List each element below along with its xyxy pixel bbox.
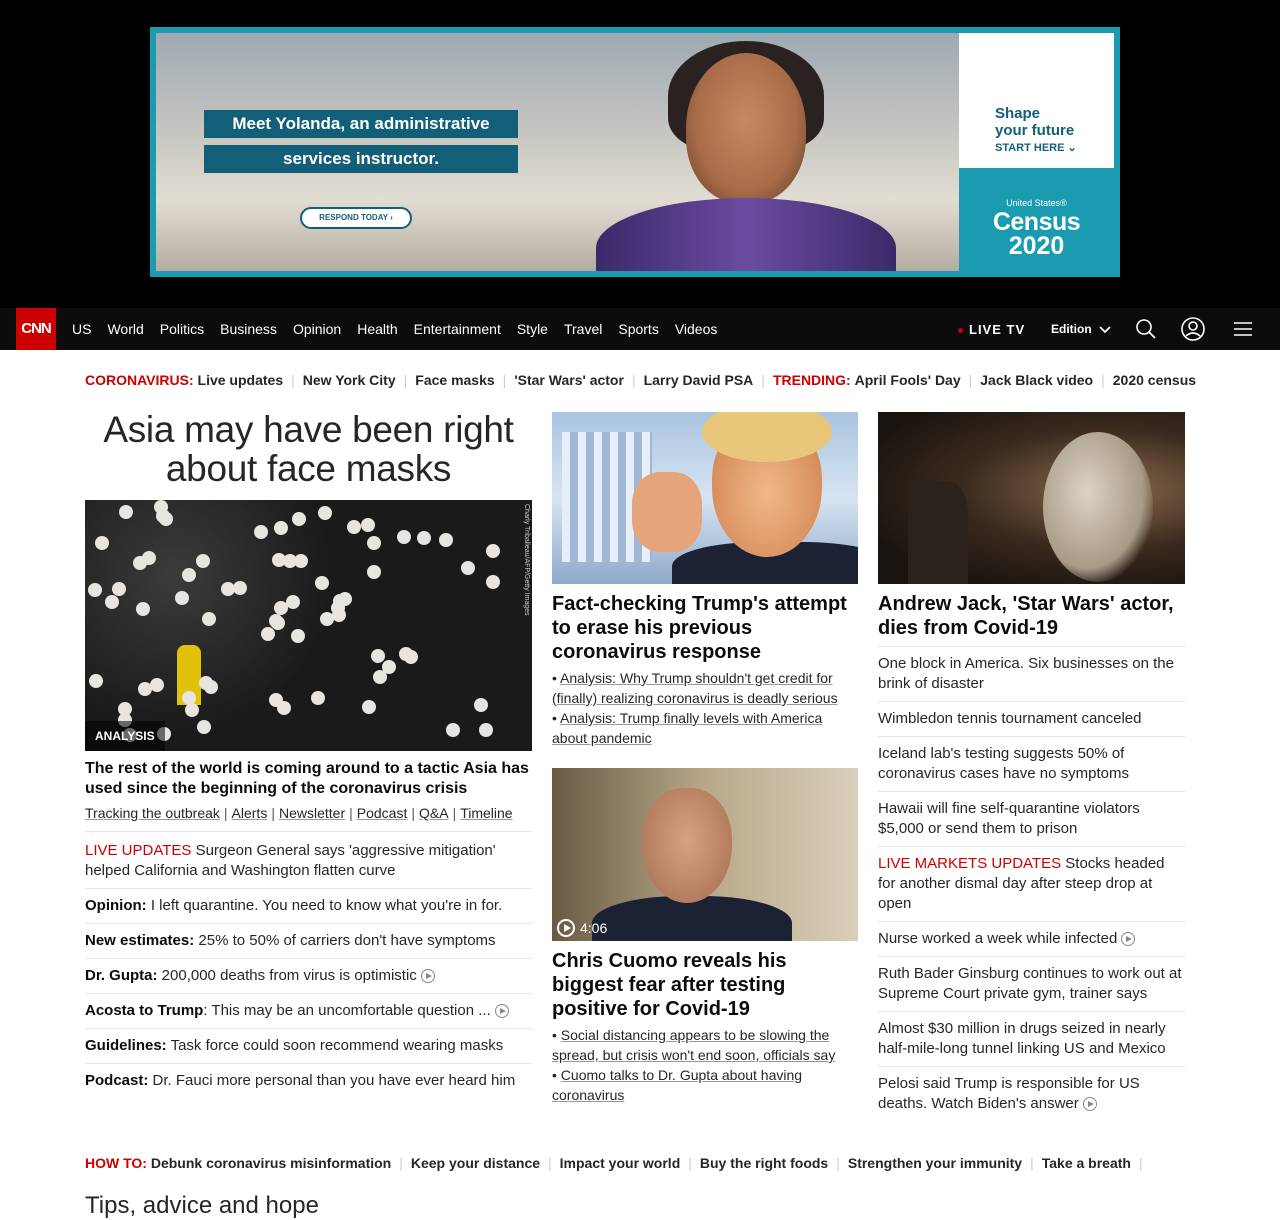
divider: |	[1030, 1155, 1034, 1171]
lead-dek[interactable]: The rest of the world is coming around to a tactic Asia has used since the beginning of the coronavirus crisis	[85, 760, 529, 797]
play-icon	[495, 1004, 509, 1018]
crowd-face	[182, 568, 196, 582]
divider: |	[548, 1155, 552, 1171]
list-item-kicker: Opinion:	[85, 897, 147, 914]
bullet-item: • Analysis: Trump finally levels with America about pandemic	[552, 710, 823, 746]
crowd-face	[315, 576, 329, 590]
crowd-face	[254, 525, 268, 539]
crowd-face	[202, 612, 216, 626]
list-item-text: Task force could soon recommend wearing masks	[166, 1037, 504, 1054]
live-tv-label: LIVE TV	[969, 322, 1026, 337]
headline-list	[85, 834, 532, 1098]
crowd-face	[119, 505, 133, 519]
crowd-face	[292, 512, 306, 526]
bullet-item: • Analysis: Why Trump shouldn't get credit for (finally) realizing coronavirus is deadly serious	[552, 670, 838, 706]
crowd-face	[142, 551, 156, 565]
list-item-kicker: Acosta to Trump	[85, 1002, 204, 1019]
list-item-text: Surgeon General says 'aggressive mitigation' helped California and Washington flatten curve	[85, 842, 496, 879]
crowd-face	[479, 723, 493, 737]
lead-image[interactable]	[85, 500, 532, 751]
crowd-face	[446, 723, 460, 737]
lead-related-links	[85, 805, 532, 832]
list-item[interactable]: Wimbledon tennis tournament canceled	[878, 702, 1185, 737]
list-item[interactable]	[878, 847, 1185, 922]
lead-column	[85, 410, 532, 1098]
nav-link-politics[interactable]: Politics	[159, 321, 205, 337]
related-link[interactable]: Q&A	[418, 805, 449, 821]
play-icon	[1083, 1097, 1097, 1111]
bullet-item: • Cuomo talks to Dr. Gupta about having coronavirus	[552, 1067, 803, 1103]
crowd-face	[397, 530, 411, 544]
image-shirt	[592, 896, 792, 941]
list-item[interactable]	[85, 1064, 532, 1098]
live-updates-label: LIVE UPDATES	[85, 842, 192, 859]
video-duration-label: 4:06	[580, 920, 608, 936]
live-dot-icon	[958, 328, 963, 333]
lead-headline[interactable]: Asia may have been right about face masks	[103, 409, 514, 489]
crowd-face	[88, 583, 102, 597]
cnn-logo[interactable]: CNN	[16, 308, 56, 350]
ad-side-title	[995, 105, 1074, 139]
crowd-face	[347, 520, 361, 534]
ad-side-panel[interactable]	[959, 33, 1114, 168]
story-headline[interactable]: Andrew Jack, 'Star Wars' actor, dies from Covid-19	[878, 592, 1185, 647]
photo-credit: Charly Triballeau/AFP/Getty Images	[523, 504, 530, 616]
image-hand	[632, 472, 702, 552]
section-title: Tips, advice and hope	[85, 1192, 319, 1219]
story-bullets	[552, 668, 858, 748]
crowd-face	[318, 506, 332, 520]
divider: |	[349, 805, 353, 821]
play-icon	[557, 919, 575, 937]
list-item[interactable]: Almost $30 million in drugs seized in nearly half-mile-long tunnel linking US and Mexico	[878, 1012, 1185, 1067]
list-item[interactable]	[85, 959, 532, 994]
divider: |	[291, 372, 295, 388]
crowd-face	[221, 582, 235, 596]
nav-link-videos[interactable]: Videos	[674, 321, 718, 337]
related-link[interactable]: Alerts	[231, 805, 268, 821]
nav-link-sports[interactable]: Sports	[618, 321, 659, 337]
crowd-face	[175, 591, 189, 605]
list-item[interactable]	[85, 889, 532, 924]
bullet-link[interactable]: Cuomo talks to Dr. Gupta about having coronavirus	[552, 1067, 803, 1103]
ad-respond-button[interactable]: RESPOND TODAY ›	[300, 207, 412, 229]
star-wars-image[interactable]	[878, 412, 1185, 584]
search-icon[interactable]	[1134, 317, 1158, 341]
crowd-face	[233, 581, 247, 595]
ad-headline-line-2: services instructor.	[204, 145, 518, 173]
trump-image[interactable]	[552, 412, 858, 584]
divider: |	[403, 372, 408, 388]
story-headline[interactable]: Chris Cuomo reveals his biggest fear after testing positive for Covid-19	[552, 950, 787, 1020]
list-item-text: 25% to 50% of carriers don't have symptoms	[194, 932, 496, 949]
list-item-kicker: Dr. Gupta:	[85, 967, 158, 984]
user-icon[interactable]	[1181, 317, 1205, 341]
census-logo-word: Census	[992, 208, 1081, 236]
bullet-link[interactable]: Analysis: Why Trump shouldn't get credit for (finally) realizing coronavirus is deadly serious	[552, 670, 838, 706]
list-item-kicker: New estimates:	[85, 932, 195, 949]
list-item[interactable]	[85, 994, 532, 1029]
nav-link-health[interactable]: Health	[357, 321, 398, 337]
divider: |	[502, 372, 507, 388]
divider: |	[836, 1155, 840, 1171]
crowd-face	[291, 629, 305, 643]
crowd-face	[185, 703, 199, 717]
crowd-face	[399, 647, 413, 661]
nav-link-world[interactable]: World	[107, 321, 144, 337]
crowd-face	[286, 595, 300, 609]
topic-link[interactable]: New York City	[302, 372, 396, 388]
list-item-text: 200,000 deaths from virus is optimistic	[157, 967, 417, 984]
crowd-face	[150, 678, 164, 692]
crowd-face	[197, 720, 211, 734]
divider: |	[1101, 372, 1105, 388]
divider: |	[411, 805, 415, 821]
divider: |	[688, 1155, 692, 1171]
list-item[interactable]	[878, 1067, 1185, 1121]
breaking-topics-bar	[85, 370, 1196, 390]
list-item[interactable]: Hawaii will fine self-quarantine violators $5,000 or send them to prison	[878, 792, 1185, 847]
how-to-bar	[85, 1153, 1151, 1173]
play-icon	[1121, 932, 1135, 946]
list-item-kicker: Guidelines:	[85, 1037, 167, 1054]
list-item[interactable]	[85, 834, 532, 889]
crowd-face	[283, 554, 297, 568]
image-face	[642, 788, 732, 903]
ad-banner-area	[0, 0, 1280, 308]
crowd-face	[362, 700, 376, 714]
related-link[interactable]: Newsletter	[278, 805, 346, 821]
list-item[interactable]: One block in America. Six businesses on the brink of disaster	[878, 647, 1185, 702]
analysis-badge: ANALYSIS	[85, 721, 165, 751]
census-ad[interactable]	[150, 27, 1120, 277]
divider: |	[968, 372, 973, 388]
divider: |	[1138, 1155, 1143, 1171]
crowd-face	[274, 521, 288, 535]
crowd-face	[417, 531, 431, 545]
related-link[interactable]: Tracking the outbreak	[85, 805, 220, 821]
topic-link[interactable]: April Fools' Day	[854, 372, 961, 388]
census-logo	[959, 168, 1114, 271]
list-item-text: Pelosi said Trump is responsible for US deaths. Watch Biden's answer	[878, 1075, 1140, 1112]
image-figure	[908, 482, 968, 584]
crowd-face	[136, 602, 150, 616]
crowd-face	[95, 536, 109, 550]
list-item-text: Stocks headed for another dismal day after steep drop at open	[878, 855, 1165, 912]
divider: |	[631, 372, 636, 388]
story-bullets	[552, 1025, 858, 1105]
nav-links	[72, 308, 733, 350]
list-item-text: Nurse worked a week while infected	[878, 930, 1118, 947]
topic-link[interactable]: Larry David PSA	[643, 372, 754, 388]
nav-link-business[interactable]: Business	[220, 321, 277, 337]
headline-list	[878, 647, 1185, 1121]
crowd-face	[199, 676, 213, 690]
crowd-face	[367, 536, 381, 550]
list-item-text: : This may be an uncomfortable question ...	[203, 1002, 491, 1019]
live-markets-label: LIVE MARKETS UPDATES	[878, 855, 1062, 872]
menu-icon[interactable]	[1231, 317, 1255, 341]
topic-link[interactable]: Jack Black video	[980, 372, 1094, 388]
topic-link[interactable]: 'Star Wars' actor	[514, 372, 624, 388]
how-to-link[interactable]: Keep your distance	[410, 1155, 541, 1171]
edition-dropdown[interactable]	[1051, 322, 1111, 336]
crowd-face	[154, 500, 168, 514]
how-to-link[interactable]: Buy the right foods	[699, 1155, 829, 1171]
divider: |	[452, 805, 457, 821]
ad-side-title-2: your future	[995, 122, 1075, 139]
crowd-face	[182, 691, 196, 705]
nav-link-opinion[interactable]: Opinion	[292, 321, 342, 337]
crowd-face	[311, 691, 325, 705]
how-to-link[interactable]: Impact your world	[559, 1155, 681, 1171]
crowd-face	[486, 575, 500, 589]
census-logo-year: 2020	[1008, 232, 1065, 260]
crowd-face	[361, 518, 375, 532]
nav-link-us[interactable]: US	[72, 321, 92, 337]
crowd-face	[269, 614, 283, 628]
crowd-face	[371, 649, 385, 663]
crowd-face	[196, 554, 210, 568]
topic-label-coronavirus: CORONAVIRUS:	[85, 372, 194, 388]
list-item[interactable]: Ruth Bader Ginsburg continues to work out at Supreme Court private gym, trainer says	[878, 957, 1185, 1012]
crowd-face	[439, 533, 453, 547]
crowd-face	[261, 627, 275, 641]
list-item[interactable]	[85, 924, 532, 959]
divider: |	[223, 805, 228, 821]
topic-label-trending: TRENDING:	[772, 372, 851, 388]
bullet-link[interactable]: Social distancing appears to be slowing the spread, but crisis won't end soon, officials say	[552, 1027, 836, 1063]
bullet-item: • Social distancing appears to be slowing the spread, but crisis won't end soon, officials say	[552, 1027, 836, 1063]
live-tv-link[interactable]	[958, 322, 1025, 337]
edition-label: Edition	[1051, 322, 1092, 336]
list-item[interactable]	[878, 922, 1185, 957]
crowd-face	[474, 698, 488, 712]
list-item-text: I left quarantine. You need to know what you're in for.	[146, 897, 503, 914]
ad-photo	[576, 33, 956, 271]
ad-start-here[interactable]: START HERE ⌄	[995, 142, 1077, 154]
nav-link-travel[interactable]: Travel	[563, 321, 603, 337]
list-item-text: Dr. Fauci more personal than you have ever heard him	[148, 1072, 516, 1089]
topic-link[interactable]: 2020 census	[1112, 372, 1197, 388]
crowd-face	[367, 565, 381, 579]
crowd-face	[89, 674, 103, 688]
list-item-kicker: Podcast:	[85, 1072, 149, 1089]
how-to-link[interactable]: Take a breath	[1041, 1155, 1131, 1171]
divider: |	[761, 372, 765, 388]
cuomo-video-thumbnail[interactable]	[552, 768, 858, 941]
crowd-face	[486, 544, 500, 558]
census-logo-small: United States®	[1006, 198, 1067, 208]
crowd-face	[382, 660, 396, 674]
crowd-face	[105, 595, 119, 609]
bullet-link[interactable]: Analysis: Trump finally levels with America about pandemic	[552, 710, 823, 746]
right-column	[878, 412, 1185, 1121]
ad-headline-line-1: Meet Yolanda, an administrative	[204, 110, 518, 138]
middle-column	[552, 412, 858, 1105]
list-item[interactable]	[85, 1029, 532, 1064]
how-to-label: HOW TO:	[85, 1155, 147, 1171]
image-hair	[1043, 432, 1153, 582]
main-nav	[0, 308, 1280, 350]
related-link[interactable]: Podcast	[356, 805, 408, 821]
crowd-face	[332, 608, 346, 622]
how-to-link[interactable]: Debunk coronavirus misinformation	[150, 1155, 392, 1171]
play-icon	[421, 969, 435, 983]
topic-link[interactable]: Live updates	[197, 372, 284, 388]
divider: |	[399, 1155, 403, 1171]
crowd-face	[138, 682, 152, 696]
crowd-face	[461, 561, 475, 575]
nav-link-entertainment[interactable]: Entertainment	[413, 321, 501, 337]
chevron-down-icon	[1099, 325, 1111, 335]
crowd-face	[112, 582, 126, 596]
video-duration	[557, 919, 607, 937]
ad-side-title-1: Shape	[995, 105, 1041, 122]
topic-link[interactable]: Face masks	[415, 372, 495, 388]
ad-headline	[204, 110, 518, 180]
list-item[interactable]: Iceland lab's testing suggests 50% of coronavirus cases have no symptoms	[878, 737, 1185, 792]
how-to-link[interactable]: Strengthen your immunity	[847, 1155, 1023, 1171]
story-headline[interactable]: Fact-checking Trump's attempt to erase his previous coronavirus response	[552, 593, 847, 663]
related-link[interactable]: Timeline	[460, 805, 513, 821]
crowd-face	[277, 701, 291, 715]
divider: |	[271, 805, 275, 821]
nav-link-style[interactable]: Style	[516, 321, 548, 337]
